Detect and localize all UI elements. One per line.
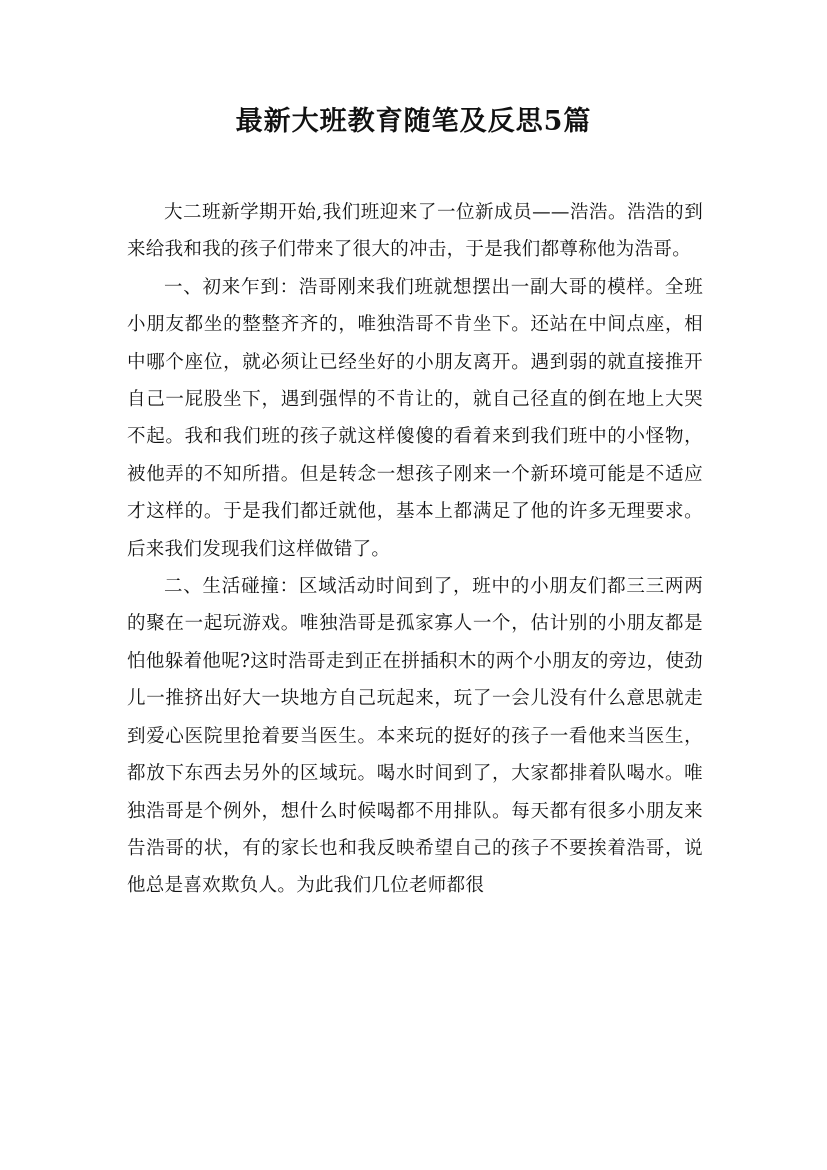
paragraph-section-2: 二、生活碰撞：区域活动时间到了，班中的小朋友们都三三两两的聚在一起玩游戏。唯独浩哥是孤家寡人一个，估计别的小朋友都是怕他躲着他呢?这时浩哥走到正在拼插积木的两个小朋友的旁边，使劲儿一推挤出好大一块地方自己玩起来，玩了一会儿没有什么意思就走到爱心医院里抢着要当医生。本来玩的挺好的孩子一看他来当医生，都放下东西去另外的区域玩。喝水时间到了，大家都排着队喝水。唯独浩哥是个例外，想什么时候喝都不用排队。每天都有很多小朋友来告浩哥的状，有的家长也和我反映希望自己的孩子不要挨着浩哥，说他总是喜欢欺负人。为此我们几位老师都很 — [127, 576, 703, 897]
document-body — [127, 194, 703, 905]
document-title: 最新大班教育随笔及反思5篇 — [235, 106, 592, 137]
paragraph-section-1: 一、初来乍到：浩哥刚来我们班就想摆出一副大哥的模样。全班小朋友都坐的整整齐齐的，唯独浩哥不肯坐下。还站在中间点座，相中哪个座位，就必须让已经坐好的小朋友离开。遇到弱的就直接推开自己一屁股坐下，遇到强悍的不肯让的，就自己径直的倒在地上大哭不起。我和我们班的孩子就这样傻傻的看着来到我们班中的小怪物，被他弄的不知所措。但是转念一想孩子刚来一个新环境可能是不适应才这样的。于是我们都迁就他，基本上都满足了他的许多无理要求。后来我们发现我们这样做错了。 — [127, 276, 703, 560]
paragraph-intro: 大二班新学期开始,我们班迎来了一位新成员——浩浩。浩浩的到来给我和我的孩子们带来了很大的冲击，于是我们都尊称他为浩哥。 — [127, 202, 703, 261]
